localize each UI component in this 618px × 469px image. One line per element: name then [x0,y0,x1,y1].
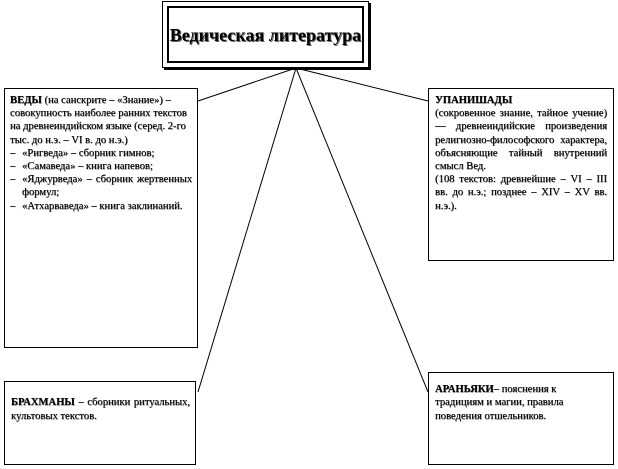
aranyaki-name: АРАНЬЯКИ [435,384,494,395]
upanishady-name: УПАНИШАДЫ [435,95,513,106]
vedy-item-yajurveda: – «Яджурведа» – сборник жертвенных формул; [10,173,192,199]
vedy-name: ВЕДЫ [10,95,42,106]
brahmany-description: – сборники ритуальных, культовых текстов. [11,397,190,422]
vedy-description: (на санскрите – «Знание») – совокупность наиболее ранних текстов на древнеиндийском языке (серед. 2-го тыс. до н.э. – VI в. до н.э.) [10,95,187,146]
title-frame [167,6,364,63]
aranyaki-node [428,372,614,465]
diagram-title: Ведическая литература [169,24,362,45]
vedy-item-samaveda: – «Самаведа» – книга напевов; [10,160,192,173]
vedy-list [10,147,192,213]
connector-upanishady [296,68,428,101]
connector-aranyaki [296,68,428,392]
vedy-text [10,94,192,147]
brahmany-name: БРАХМАНЫ [11,397,75,408]
vedy-node [4,88,198,348]
connector-vedy [198,68,296,101]
upanishady-node [428,88,614,261]
vedy-item-atharvaveda: – «Атхарваведа» – книга заклинаний. [10,200,192,213]
brahmany-node [4,381,196,465]
vedy-item-rigveda: – «Ригведа» – сборник гимнов; [10,147,192,160]
upanishady-description: (сокровенное знание, тайное учение) — древнеиндийские произведения религиозно-философского характера, объясняющие тайный внутренний смысл Вед. [435,108,607,173]
connector-brahmany [198,68,296,392]
title-node [162,1,369,68]
upanishady-note: (108 текстов: древнейшие – VI – III вв. до н.э.; позднее – XIV – XV вв. н.э.). [435,174,607,212]
aranyaki-description: – пояснения к традициям и магии, правила поведения отшельников. [435,384,564,422]
